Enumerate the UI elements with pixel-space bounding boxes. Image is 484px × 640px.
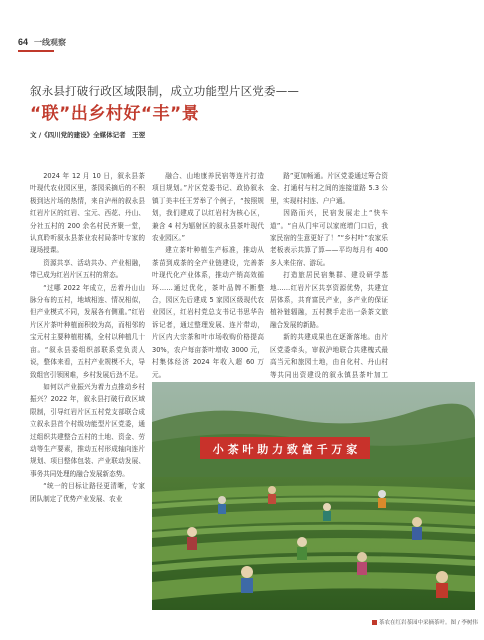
paragraph: 因路而兴，民宿发展走上“快车道”。“自从门牢可以家庭增门口后，我家民宿的生意更好了！”“乡村叶”农家乐老板表示共算了算——平均每月有 400 多人来住宿、游玩。 [270,209,388,267]
paragraph: 建立茶叶种植生产标准，推动从茶苗到成茶的全产业链建设，完善茶叶现代化产业体系，推动产销高效循环……通过优化，茶叶品牌不断整合，园区先后建成 5 家园区级现代农业园区，红岩村党总支书记书思华告诉记者，通过整理发展、连片带动，片区内大宗茶和叶市场收购价格提高 30%，农户每亩茶叶增收 3000 元，村集体经济 2024 年收入超 60 万元。 [152,246,264,379]
tea-garden-photo [152,382,475,610]
paragraph: 新的共建成果也在逐渐落地。由片区党委牵头，审叙泸地联合共建槐式最高当元和旅园土地，由自化村、丹山村等共同出资建设的叙永镇县茶叶加工 [270,331,388,393]
caption-marker-icon [372,620,377,625]
paragraph: “过哪 2022 年成立，岳着丹山山脉分布的五村，地域相连、情况相似，但产业模式不同，发展各有侧重。”红岩片区片茶叶种植面积较为高，而相邻的宝元村主要种植柑橘，全村以种植几十亩。“叙永县委组织部联系党负责人说，整体来看，五村产业规模不大，导致组官引领困难，乡村发展后劲不足。 [30,283,145,379]
paragraph: 2024 年 12 月 10 日，叙永县茶叶现代农业园区里，茶园采摘后的不积极到达片场的热情，来自泸州的叙永县红岩片区的红岩、宝元、西花、丹山、分社五村的 200 余名村民齐聚一堂，认真聆听叙永县茶业农村局茶叶专家的现场授课。 [30,172,145,255]
page-number: 64 [18,37,29,47]
paragraph: 融合、山地康养民宿等连片打造项目规划。”片区党委书记、政协叙永镇丁美丰任王芳举了个例子，“按照规划，我们建成了以红岩村为核心区，兼含 4 村为辐射区的叙永县茶叶现代农业园区。” [152,172,264,243]
article-byline: 文 /《四川党的建设》全媒体记者 王翌 [30,131,146,139]
section-underline [18,50,54,52]
paragraph: 路”更加畅通。片区党委通过筹合资金、打通村与村之间的连接道路 5.3 公里，实现村村连、户户通。 [270,172,388,205]
tea-garden-illustration [152,382,475,610]
paragraph: 如何以产业振兴为着力点推动乡村振兴？2022 年，叙永县打破行政区域限制，引导红岩片区五村党支部联合成立叙永县首个村级功能型片区党委，通过组织共建整合五村的土地、资金、劳动等生产要素，推动五村形成轴向连片规划、项目整体包装、产业联动发展、事务共同处理的融合发展新态势。 [30,382,145,478]
page-header [18,36,66,48]
paragraph: 打造旅居民宿集群、建设研学基地……红岩片区共享资源优势，共建宜居体系，共育富民产业，多产业的保证植补链辐融，五村携手走出一条茶文旅融合发展的新路。 [270,271,388,329]
banner-text: 小 茶 叶 助 力 致 富 千 万 家 [212,443,358,456]
section-label: 一线观察 [34,37,67,47]
article-kicker: 叙永县打破行政区域限制，成立功能型片区党委—— [30,84,300,98]
article-column-2 [152,170,264,406]
paragraph: “统一的目标让路径更清晰，专家团队制定了优势产业发展、农业 [30,482,145,503]
article-column-3 [270,170,388,393]
article-column-1 [30,170,145,505]
article-headline: “联”出乡村好“丰”景 [30,104,200,124]
paragraph: 资源共享、活动共办、产业相融，带已成为红岩片区五村的常态。 [30,258,145,280]
photo-caption: 茶农在红岩茶园中采摘茶叶。图 / 李树伟 [372,618,478,626]
